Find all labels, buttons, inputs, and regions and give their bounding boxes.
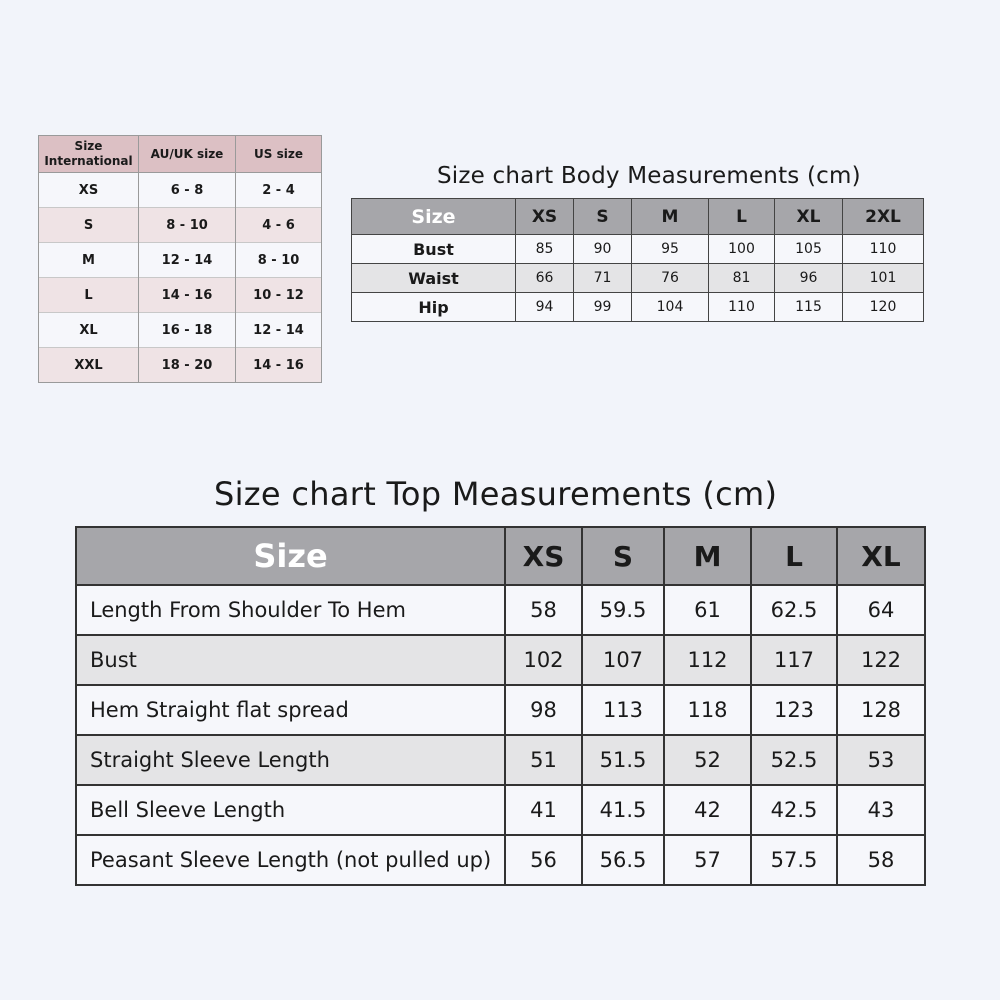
conversion-header-au-uk: AU/UK size: [139, 136, 236, 173]
table-row: [39, 173, 322, 208]
table-row: [39, 208, 322, 243]
top-cell: 58: [837, 835, 925, 885]
top-cell: 52: [664, 735, 751, 785]
top-cell: 64: [837, 585, 925, 635]
table-row: [76, 835, 925, 885]
body-cell: 110: [843, 235, 924, 264]
top-cell: 52.5: [751, 735, 837, 785]
body-header-xs: XS: [516, 199, 574, 235]
body-cell: 95: [632, 235, 709, 264]
top-measurements-table: [75, 526, 926, 886]
table-row: [76, 785, 925, 835]
top-cell: 59.5: [582, 585, 664, 635]
body-cell: 99: [574, 293, 632, 322]
conversion-cell: 18 - 20: [139, 348, 236, 383]
top-cell: 102: [505, 635, 582, 685]
table-row: [39, 313, 322, 348]
body-header-m: M: [632, 199, 709, 235]
top-cell: 41: [505, 785, 582, 835]
body-cell: 115: [775, 293, 843, 322]
body-cell: 110: [709, 293, 775, 322]
body-measurements-table: [351, 198, 924, 322]
table-row: [39, 278, 322, 313]
conversion-cell: 16 - 18: [139, 313, 236, 348]
conversion-cell: 6 - 8: [139, 173, 236, 208]
top-row-label: Length From Shoulder To Hem: [76, 585, 505, 635]
table-row: [352, 235, 924, 264]
body-header-size: Size: [352, 199, 516, 235]
conversion-cell: 8 - 10: [139, 208, 236, 243]
top-header-row: [76, 527, 925, 585]
top-cell: 42.5: [751, 785, 837, 835]
body-row-label: Bust: [352, 235, 516, 264]
table-row: [39, 348, 322, 383]
conversion-cell: XXL: [39, 348, 139, 383]
body-row-label: Hip: [352, 293, 516, 322]
body-header-xl: XL: [775, 199, 843, 235]
table-row: [76, 635, 925, 685]
top-measurements-title: Size chart Top Measurements (cm): [214, 475, 778, 513]
top-cell: 61: [664, 585, 751, 635]
conversion-cell: 2 - 4: [236, 173, 322, 208]
body-header-l: L: [709, 199, 775, 235]
top-cell: 51: [505, 735, 582, 785]
top-cell: 107: [582, 635, 664, 685]
top-cell: 98: [505, 685, 582, 735]
table-row: [76, 685, 925, 735]
body-cell: 96: [775, 264, 843, 293]
top-cell: 123: [751, 685, 837, 735]
body-cell: 94: [516, 293, 574, 322]
top-header-xs: XS: [505, 527, 582, 585]
table-row: [39, 243, 322, 278]
table-row: [352, 293, 924, 322]
top-row-label: Bell Sleeve Length: [76, 785, 505, 835]
body-cell: 66: [516, 264, 574, 293]
top-header-s: S: [582, 527, 664, 585]
top-row-label: Bust: [76, 635, 505, 685]
conversion-cell: XL: [39, 313, 139, 348]
body-cell: 101: [843, 264, 924, 293]
top-cell: 128: [837, 685, 925, 735]
conversion-header-international: Size International: [39, 136, 139, 173]
top-cell: 53: [837, 735, 925, 785]
conversion-cell: 12 - 14: [236, 313, 322, 348]
body-cell: 90: [574, 235, 632, 264]
top-cell: 57.5: [751, 835, 837, 885]
conversion-cell: 8 - 10: [236, 243, 322, 278]
top-header-l: L: [751, 527, 837, 585]
conversion-cell: 10 - 12: [236, 278, 322, 313]
conversion-cell: L: [39, 278, 139, 313]
conversion-cell: 14 - 16: [139, 278, 236, 313]
top-cell: 56.5: [582, 835, 664, 885]
top-cell: 57: [664, 835, 751, 885]
size-conversion-table: [38, 135, 322, 383]
body-header-2xl: 2XL: [843, 199, 924, 235]
body-cell: 120: [843, 293, 924, 322]
body-cell: 76: [632, 264, 709, 293]
body-cell: 105: [775, 235, 843, 264]
top-header-size: Size: [76, 527, 505, 585]
top-cell: 117: [751, 635, 837, 685]
top-cell: 118: [664, 685, 751, 735]
top-header-xl: XL: [837, 527, 925, 585]
table-row: [76, 585, 925, 635]
top-cell: 51.5: [582, 735, 664, 785]
top-cell: 62.5: [751, 585, 837, 635]
conversion-header-row: [39, 136, 322, 173]
top-cell: 58: [505, 585, 582, 635]
body-header-s: S: [574, 199, 632, 235]
table-row: [76, 735, 925, 785]
conversion-header-us: US size: [236, 136, 322, 173]
top-row-label: Peasant Sleeve Length (not pulled up): [76, 835, 505, 885]
body-row-label: Waist: [352, 264, 516, 293]
top-header-m: M: [664, 527, 751, 585]
conversion-cell: 12 - 14: [139, 243, 236, 278]
body-measurements-title: Size chart Body Measurements (cm): [437, 163, 861, 189]
top-cell: 113: [582, 685, 664, 735]
conversion-cell: 4 - 6: [236, 208, 322, 243]
body-cell: 85: [516, 235, 574, 264]
body-cell: 100: [709, 235, 775, 264]
body-cell: 71: [574, 264, 632, 293]
top-cell: 43: [837, 785, 925, 835]
conversion-cell: 14 - 16: [236, 348, 322, 383]
top-cell: 42: [664, 785, 751, 835]
top-row-label: Hem Straight flat spread: [76, 685, 505, 735]
top-row-label: Straight Sleeve Length: [76, 735, 505, 785]
table-row: [352, 264, 924, 293]
body-header-row: [352, 199, 924, 235]
top-cell: 41.5: [582, 785, 664, 835]
top-cell: 122: [837, 635, 925, 685]
body-cell: 81: [709, 264, 775, 293]
top-cell: 112: [664, 635, 751, 685]
conversion-cell: M: [39, 243, 139, 278]
conversion-cell: XS: [39, 173, 139, 208]
body-cell: 104: [632, 293, 709, 322]
top-cell: 56: [505, 835, 582, 885]
conversion-cell: S: [39, 208, 139, 243]
